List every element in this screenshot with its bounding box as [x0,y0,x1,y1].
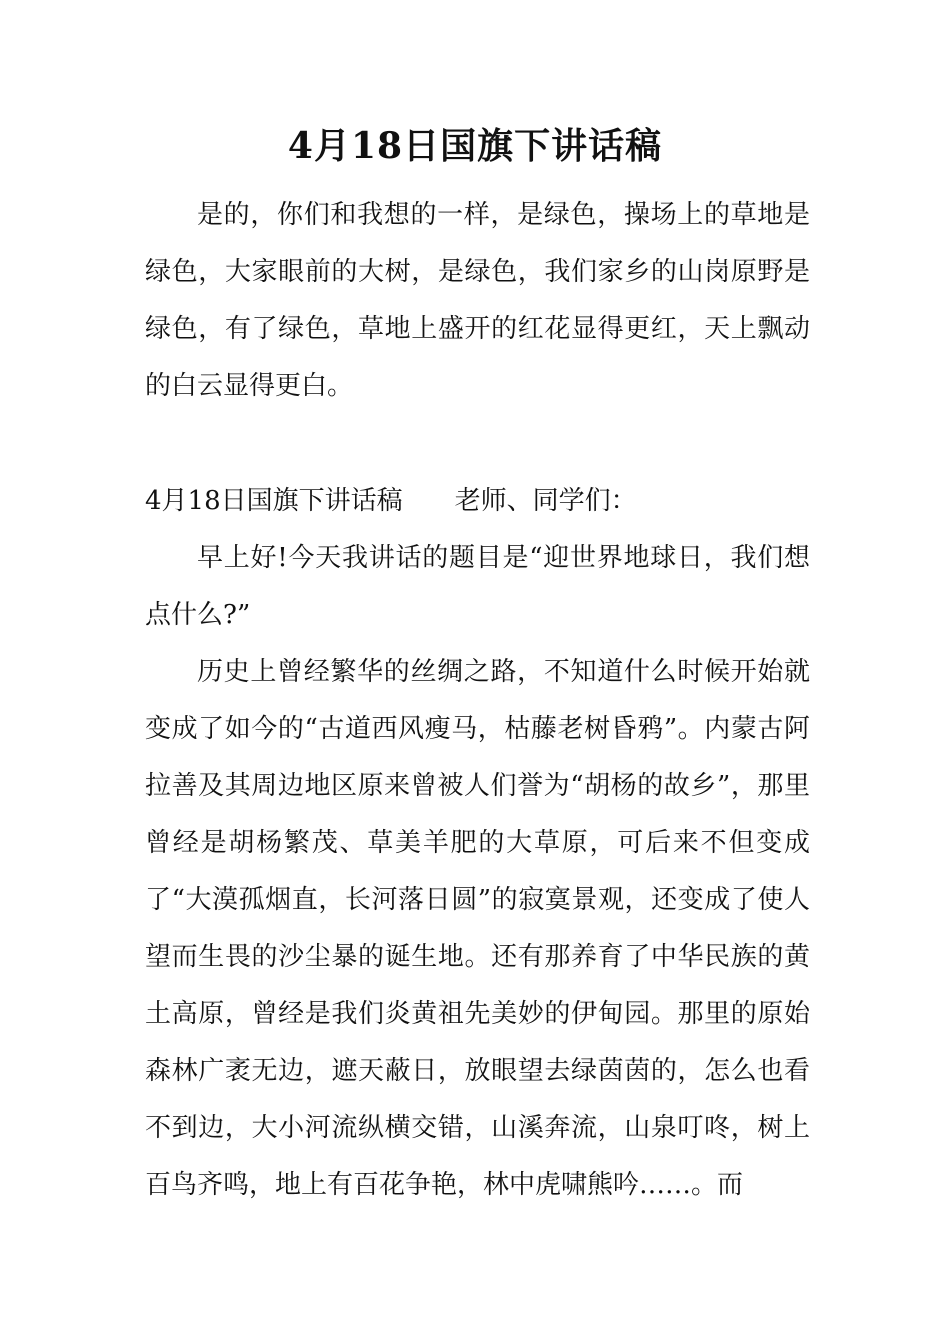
paragraph-green: 是的，你们和我想的一样，是绿色，操场上的草地是绿色，大家眼前的大树，是绿色，我们家乡的山岗原野是绿色，有了绿色，草地上盛开的红花显得更红，天上飘动的白云显得更白。 [145,200,810,401]
paragraph-history: 历史上曾经繁华的丝绸之路，不知道什么时候开始就变成了如今的“古道西风瘦马，枯藤老树昏鸦”。内蒙古阿拉善及其周边地区原来曾被人们誉为“胡杨的故乡”，那里曾经是胡杨繁茂、草美羊肥的大草原，可后来不但变成了“大漠孤烟直，长河落日圆”的寂寞景观，还变成了使人望而生畏的沙尘暴的诞生地。还有那养育了中华民族的黄土高原，曾经是我们炎黄祖先美妙的伊甸园。那里的原始森林广袤无边，遮天蔽日，放眼望去绿茵茵的，怎么也看不到边，大小河流纵横交错，山溪奔流，山泉叮咚，树上百鸟齐鸣，地上有百花争艳，林中虎啸熊吟……。而 [145,657,810,1200]
paragraph-topic: 早上好!今天我讲话的题目是“迎世界地球日，我们想点什么?” [145,543,810,630]
paragraph-heading-greeting: 4月18日国旗下讲话稿 老师、同学们： [145,486,637,516]
page-title: 4月18日国旗下讲话稿 [287,125,663,167]
